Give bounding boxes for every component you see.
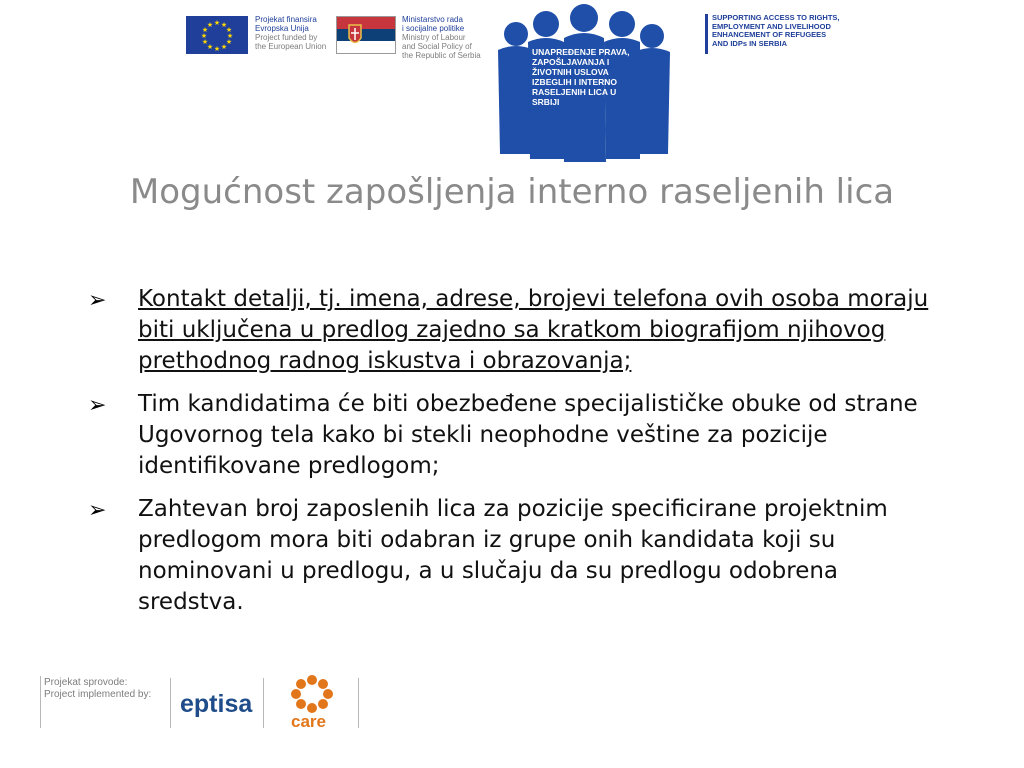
svg-text:★: ★ [220, 43, 228, 51]
bullet-item [88, 389, 948, 482]
svg-text:★: ★ [225, 38, 233, 46]
footer-divider [263, 678, 264, 728]
svg-text:★: ★ [226, 32, 234, 40]
ministry-logo-text: Ministarstvo rada i socijalne politike Ministry of Labour and Social Policy of the Republic of Serbia [402, 15, 481, 60]
eu-flag-logo [186, 16, 248, 54]
slide-title: Mogućnost zapošljenja interno raseljenih lica [129, 172, 895, 212]
bullet-text: Zahtevan broj zaposlenih lica za pozicije specificirane projektnim predlogom mora biti odabran iz grupe onih kandidata koji su nominovani u predlogu, a u slučaju da su predlogu odobrena sredstva. [138, 496, 888, 615]
eu-logo-text: Projekat finansira Evropska Unija Project funded by the European Union [255, 15, 327, 51]
bullet-item [88, 284, 948, 377]
footer-divider [170, 678, 171, 728]
arrow-right-icon: ➢ [88, 497, 107, 522]
svg-text:★: ★ [220, 21, 228, 29]
eptisa-logo: eptisa [180, 690, 253, 718]
svg-text:★: ★ [213, 19, 221, 27]
footer-divider [358, 678, 359, 728]
svg-text:★: ★ [200, 32, 208, 40]
svg-text:★: ★ [213, 45, 221, 53]
bullet-text: Tim kandidatima će biti obezbeđene specijalističke obuke od strane Ugovornog tela kako bi stekli neophodne veštine za pozicije identifikovane predlogom; [138, 391, 918, 479]
bullet-list [88, 284, 948, 630]
svg-text:★: ★ [201, 26, 209, 34]
eu-stars-icon [186, 16, 248, 54]
svg-text:★: ★ [225, 26, 233, 34]
svg-text:★: ★ [206, 43, 214, 51]
arrow-right-icon: ➢ [88, 392, 107, 417]
care-logo-text: care [291, 712, 326, 731]
arrow-right-icon: ➢ [88, 287, 107, 312]
support-logo-bar [705, 14, 708, 54]
footer-divider [40, 676, 41, 728]
svg-text:★: ★ [201, 38, 209, 46]
serbia-flag-logo [336, 16, 396, 54]
implemented-by-text: Projekat sprovode: Project implemented by: [44, 677, 152, 700]
svg-text:★: ★ [206, 21, 214, 29]
support-logo-text: SUPPORTING ACCESS TO RIGHTS, EMPLOYMENT AND LIVELIHOOD ENHANCEMENT OF REFUGEES AND IDPs IN SERBIA [712, 13, 840, 48]
coat-of-arms-icon [347, 22, 363, 48]
bullet-item [88, 494, 948, 618]
bullet-text: Kontakt detalji, tj. imena, adrese, brojevi telefona ovih osoba moraju biti uključena u predlog zajedno sa kratkom biografijom njihovog prethodnog radnog iskustva i obrazovanja; [138, 286, 929, 374]
project-title-text: UNAPREĐENJE PRAVA, ZAPOŠLJAVANJA I ŽIVOTNIH USLOVA IZBEGLIH I INTERNO RASELJENIH LICA U SRBIJI [532, 47, 630, 107]
